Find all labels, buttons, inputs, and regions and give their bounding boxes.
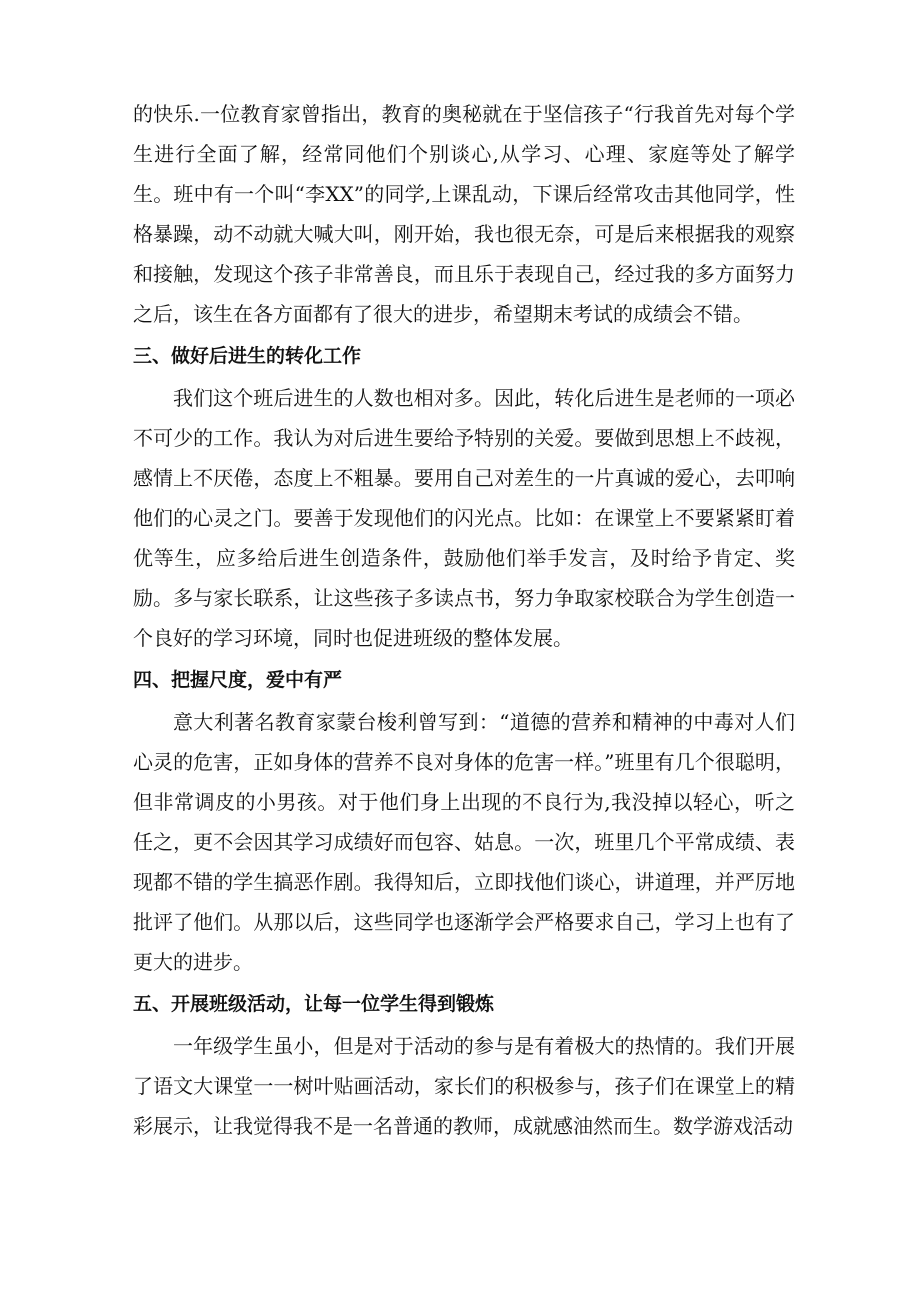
paragraph-underachiever-transformation: 我们这个班后进生的人数也相对多。因此，转化后进生是老师的一项必不可少的工作。我认为对后进生要给予特别的关爱。要做到思想上不歧视，感情上不厌倦，态度上不粗暴。要用自己对差生的一片真诚的爱心，去叩响他们的心灵之门。要善于发现他们的闪光点。比如：在课堂上不要紧紧盯着优等生，应多给后进生创造条件，鼓励他们举手发言，及时给予肯定、奖励。多与家长联系，让这些孩子多读点书，努力争取家校联合为学生创造一个良好的学习环境，同时也促进班级的整体发展。	[133, 386, 795, 650]
paragraph-strict-love: 意大利著名教育家蒙台梭利曾写到：“道德的营养和精神的中毒对人们心灵的危害，正如身体的营养不良对身体的危害一样。”班里有几个很聪明，但非常调皮的小男孩。对于他们身上出现的不良行为,我没掉以轻心，听之任之，更不会因其学习成绩好而包容、姑息。一次，班里几个平常成绩、表现都不错的学生搞恶作剧。我得知后，立即找他们谈心，讲道理，并严厉地批评了他们。从那以后，这些同学也逐渐学会严格要求自己，学习上也有了更大的进步。	[133, 710, 795, 974]
section-heading-5: 五、开展班级活动，让每一位学生得到锻炼	[133, 993, 495, 1015]
paragraph-student-understanding: 的快乐.一位教育家曾指出，教育的奥秘就在于坚信孩子“行我首先对每个学生进行全面了解，经常同他们个别谈心,从学习、心理、家庭等处了解学生。班中有一个叫“李XX”的同学,上课乱动，下课后经常攻击其他同学，性格暴躁，动不动就大喊大叫，刚开始，我也很无奈，可是后来根据我的观察和接触，发现这个孩子非常善良，而且乐于表现自己，经过我的多方面努力之后，该生在各方面都有了很大的进步，希望期末考试的成绩会不错。	[133, 102, 795, 326]
section-heading-3: 三、做好后进生的转化工作	[133, 345, 362, 367]
document-body	[133, 94, 795, 1146]
section-heading-4: 四、把握尺度，爱中有严	[133, 669, 343, 691]
paragraph-class-activities: 一年级学生虽小，但是对于活动的参与是有着极大的热情的。我们开展了语文大课堂一一树叶贴画活动，家长们的积极参与，孩子们在课堂上的精彩展示，让我觉得我不是一名普通的教师，成就感油然而生。数学游戏活动	[133, 1034, 795, 1138]
